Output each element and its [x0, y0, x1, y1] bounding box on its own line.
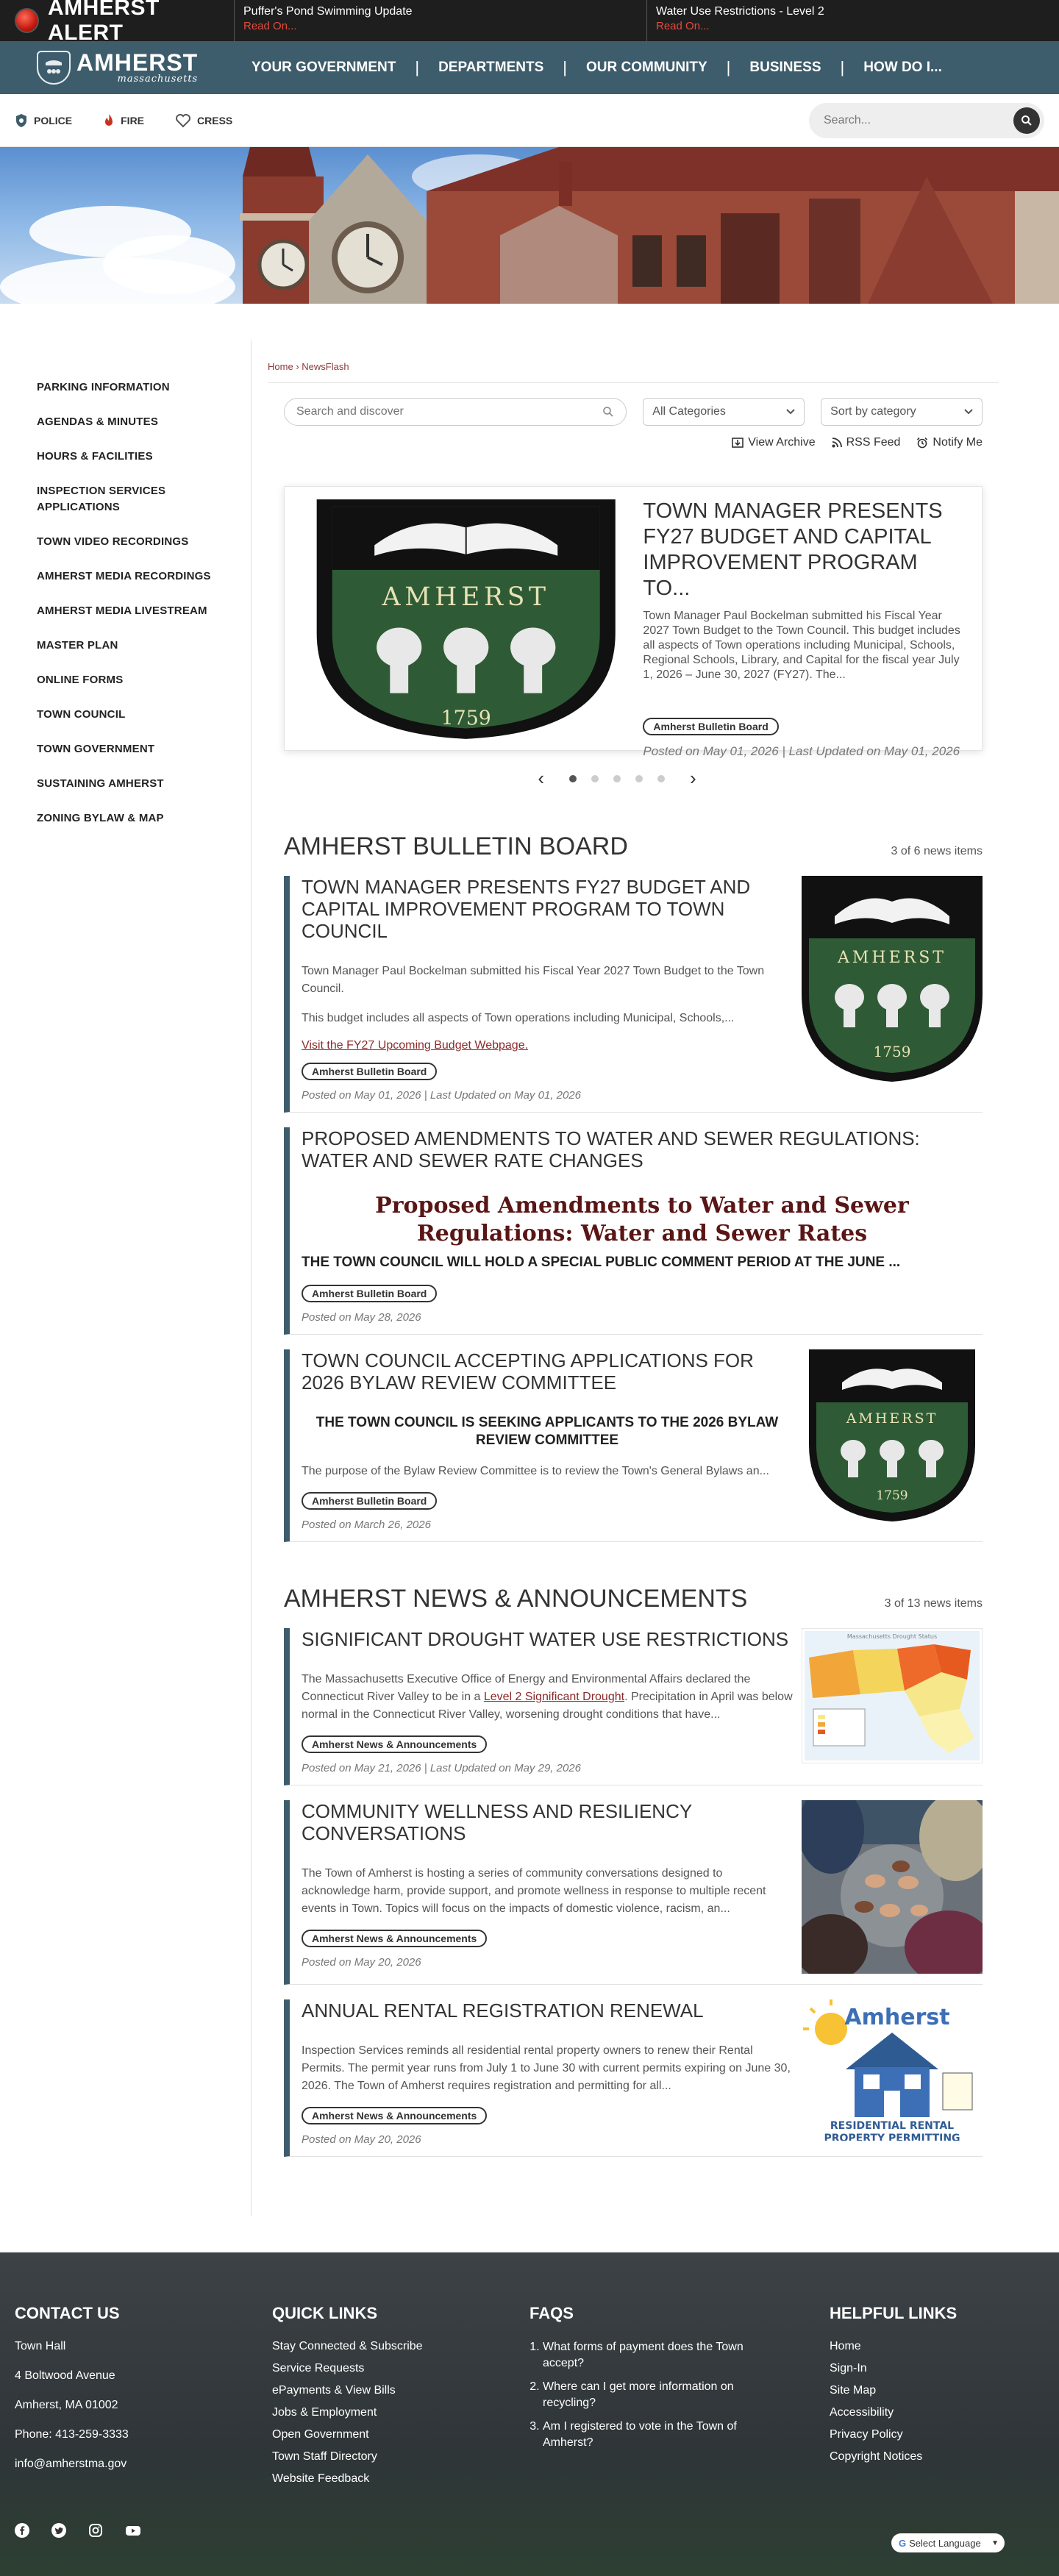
breadcrumb-home[interactable]: Home	[268, 361, 293, 372]
news-search	[284, 398, 627, 426]
news-item-headline: Proposed Amendments to Water and Sewer Regulations: Water and Sewer Rates	[375, 1193, 909, 1246]
nav-our-community[interactable]: OUR COMMUNITY	[586, 60, 707, 75]
alert-bar	[0, 0, 1059, 45]
alert-brand[interactable]	[0, 0, 234, 45]
instagram-icon[interactable]	[88, 2523, 103, 2538]
category-select-value: All Categories	[652, 405, 726, 418]
social-links	[15, 2523, 163, 2538]
carousel-controls	[235, 767, 999, 790]
contact-line: Town Hall	[15, 2340, 66, 2352]
amherst-seal-image	[802, 876, 983, 1082]
drought-level-link[interactable]: Level 2 Significant Drought	[483, 1691, 625, 1703]
category-tag[interactable]: Amherst News & Announcements	[302, 1735, 487, 1753]
quick-police-label: POLICE	[34, 114, 73, 126]
category-tag[interactable]: Amherst News & Announcements	[302, 2107, 487, 2124]
language-select-label: Select Language	[909, 2537, 981, 2549]
rss-icon	[832, 438, 842, 448]
rental-image-caption: PROPERTY PERMITTING	[824, 2133, 960, 2141]
news-item	[284, 1127, 983, 1335]
footer-link[interactable]: Open Government	[272, 2428, 369, 2441]
drought-map-title: Massachusetts Drought Status	[846, 1633, 938, 1640]
news-item-text	[302, 1671, 793, 1724]
notify-me-link[interactable]	[916, 436, 983, 449]
drought-map-image	[802, 1628, 983, 1763]
category-tag[interactable]: Amherst Bulletin Board	[302, 1285, 437, 1302]
nav-business[interactable]: BUSINESS	[749, 60, 821, 75]
view-archive-link[interactable]	[732, 436, 815, 449]
footer-column-title: QUICK LINKS	[272, 2304, 377, 2322]
main-nav	[0, 41, 1059, 94]
featured-posted-date: Posted on May 01, 2026 | Last Updated on May 01, 2026	[643, 744, 960, 758]
sidebar-nav	[0, 340, 252, 2216]
category-tag[interactable]: Amherst Bulletin Board	[643, 718, 778, 735]
hero-banner	[0, 147, 1059, 304]
logo-name: AMHERST	[76, 49, 199, 76]
quick-links-bar	[0, 94, 1059, 147]
sidebar-item-master-plan[interactable]: MASTER PLAN	[37, 639, 118, 652]
seal-name: AMHERST	[382, 582, 550, 612]
seal-year: 1759	[441, 707, 491, 730]
amherst-seal-image	[311, 494, 621, 744]
carousel-dot[interactable]	[591, 775, 599, 782]
search-icon[interactable]	[602, 406, 614, 418]
police-badge-icon	[15, 113, 28, 128]
footer-faqs	[530, 2304, 830, 2494]
news-item-text: The Town of Amherst is hosting a series of community conversations designed to acknowledge harm, provide support, and promote wellness in response to multiple recent events in Town. Topics will focus on the impacts of domestic violence, racism, an...	[302, 1867, 766, 1915]
section-count: 3 of 6 news items	[891, 845, 983, 857]
news-item-posted-date: Posted on May 21, 2026 | Last Updated on May 29, 2026	[302, 1762, 581, 1774]
seal-year: 1759	[876, 1488, 908, 1503]
community-hands-photo	[802, 1800, 983, 1974]
category-select[interactable]	[643, 398, 805, 426]
footer-quick-links	[272, 2304, 530, 2494]
text-part: The Massachusetts Executive Office of Energy and Environmental Affairs declared the Connecticut River Valley to be in a	[302, 1673, 751, 1703]
rental-permitting-image	[802, 1999, 983, 2141]
news-announcements-header	[284, 1585, 983, 1613]
nav-your-government[interactable]: YOUR GOVERNMENT	[252, 60, 396, 75]
seal-name: AMHERST	[838, 949, 946, 967]
text-part: . Precipitation in April was below normal in the Connecticut River Valley, worsening drought conditions that have...	[302, 1691, 793, 1721]
facebook-icon[interactable]	[15, 2523, 29, 2538]
footer-link[interactable]: Privacy Policy	[830, 2428, 903, 2441]
footer-column-title: CONTACT US	[15, 2304, 120, 2322]
seal-name: AMHERST	[846, 1410, 938, 1427]
sidebar-item-livestream[interactable]: AMHERST MEDIA LIVESTREAM	[37, 604, 207, 617]
rental-image-word: Amherst	[844, 2005, 950, 2030]
chevron-down-icon	[786, 409, 795, 415]
section-count: 3 of 13 news items	[884, 1597, 983, 1610]
footer-link[interactable]: ePayments & View Bills	[272, 2384, 396, 2397]
breadcrumb-sep: ›	[296, 361, 299, 372]
flame-icon	[103, 113, 115, 128]
sidebar-item-sustaining[interactable]: SUSTAINING AMHERST	[37, 777, 164, 790]
section-title: AMHERST BULLETIN BOARD	[284, 832, 628, 860]
nav-departments[interactable]: DEPARTMENTS	[438, 60, 544, 75]
news-item-title[interactable]: SIGNIFICANT DROUGHT WATER USE RESTRICTIONS	[302, 1628, 789, 1650]
faq-link[interactable]: 3. Am I registered to vote in the Town of Amherst?	[543, 2419, 772, 2451]
quick-police[interactable]	[15, 113, 72, 128]
contact-line: Amherst, MA 01002	[15, 2399, 118, 2411]
carousel-dot[interactable]	[569, 775, 577, 782]
sort-select-value: Sort by category	[830, 405, 916, 418]
footer-link[interactable]: Accessibility	[830, 2406, 894, 2419]
filters	[268, 398, 999, 426]
news-item	[284, 1999, 983, 2157]
quick-fire[interactable]	[103, 113, 144, 128]
rental-image-caption: RESIDENTIAL RENTAL	[830, 2120, 955, 2132]
news-item-title[interactable]: PROPOSED AMENDMENTS TO WATER AND SEWER REGULATIONS: WATER AND SEWER RATE CHANGES	[302, 1127, 920, 1171]
quick-cress-label: CRESS	[197, 114, 233, 126]
alert-title: AMHERST ALERT	[47, 0, 160, 45]
news-item	[284, 1628, 983, 1785]
alert-siren-icon	[15, 8, 39, 33]
footer-link[interactable]: Home	[830, 2340, 861, 2352]
budget-webpage-link[interactable]: Visit the FY27 Upcoming Budget Webpage.	[302, 1039, 529, 1052]
footer-helpful-links	[830, 2304, 957, 2494]
sidebar-item-parking[interactable]: PARKING INFORMATION	[37, 381, 170, 393]
site-footer	[0, 2252, 1059, 2576]
news-item-title[interactable]: ANNUAL RENTAL REGISTRATION RENEWAL	[302, 1999, 704, 2022]
nav-separator: |	[415, 58, 420, 76]
alert-item-pond[interactable]	[234, 0, 646, 41]
news-item-posted-date: Posted on May 28, 2026	[302, 1311, 421, 1324]
site-search	[809, 103, 1044, 138]
carousel-dot[interactable]	[657, 775, 665, 782]
news-item-title[interactable]: TOWN COUNCIL ACCEPTING APPLICATIONS FOR 2026 BYLAW REVIEW COMMITTEE	[302, 1349, 754, 1394]
alert-read-on-link[interactable]: Read On...	[243, 20, 297, 32]
news-item-title[interactable]: COMMUNITY WELLNESS AND RESILIENCY CONVERSATIONS	[302, 1800, 692, 1844]
news-item-text: Inspection Services reminds all residential rental property owners to renew their Rental Permits. The permit year runs from July 1 to June 30 with current permits expiring on June 30, 2026. The Town of Amherst requires registration and permitting for all...	[302, 2044, 791, 2092]
footer-link[interactable]: Stay Connected & Subscribe	[272, 2340, 423, 2352]
news-item	[284, 1800, 983, 1985]
twitter-icon[interactable]	[51, 2523, 66, 2538]
featured-news-card[interactable]	[284, 486, 983, 758]
category-tag[interactable]: Amherst News & Announcements	[302, 1930, 487, 1947]
sidebar-item-hours[interactable]: HOURS & FACILITIES	[37, 450, 153, 463]
chevron-down-icon	[964, 409, 973, 415]
translate-icon: G	[899, 2537, 907, 2549]
news-item-subheadline: THE TOWN COUNCIL IS SEEKING APPLICANTS TO THE 2026 BYLAW REVIEW COMMITTEE	[315, 1415, 779, 1448]
bulletin-board-header	[284, 832, 983, 861]
news-item-posted-date: Posted on May 01, 2026 | Last Updated on May 01, 2026	[302, 1089, 581, 1102]
archive-icon	[732, 437, 744, 449]
contact-line: 4 Boltwood Avenue	[15, 2369, 115, 2382]
footer-column-title: FAQS	[530, 2304, 574, 2322]
footer-link[interactable]: Copyright Notices	[830, 2450, 923, 2463]
main-content	[252, 340, 1021, 2216]
quick-fire-label: FIRE	[121, 114, 145, 126]
category-tag[interactable]: Amherst Bulletin Board	[302, 1063, 437, 1080]
breadcrumb	[268, 361, 999, 383]
rss-feed-link[interactable]	[832, 436, 901, 449]
rss-feed-label: RSS Feed	[846, 436, 901, 449]
quick-cress[interactable]	[175, 113, 232, 128]
town-hall-image	[0, 147, 1059, 304]
faq-link[interactable]: 1. What forms of payment does the Town accept?	[543, 2339, 772, 2372]
featured-title[interactable]: TOWN MANAGER PRESENTS FY27 BUDGET AND CAPITAL IMPROVEMENT PROGRAM TO...	[643, 499, 943, 600]
language-select[interactable]	[891, 2533, 1005, 2552]
chevron-right-icon[interactable]: ›	[690, 767, 696, 789]
news-tools	[268, 436, 999, 449]
news-item	[284, 876, 983, 1113]
news-item	[284, 1349, 983, 1542]
amherst-seal-image	[802, 1349, 983, 1521]
alert-item-title: Water Use Restrictions - Level 2	[656, 5, 824, 18]
news-item-title[interactable]: TOWN MANAGER PRESENTS FY27 BUDGET AND CAPITAL IMPROVEMENT PROGRAM TO TOWN COUNCIL	[302, 876, 751, 942]
chevron-down-icon: ▼	[991, 2538, 999, 2547]
footer-contact	[15, 2304, 272, 2494]
sidebar-item-inspection[interactable]: INSPECTION SERVICES APPLICATIONS	[37, 485, 166, 513]
carousel-dot[interactable]	[635, 775, 643, 782]
news-search-input[interactable]	[296, 405, 602, 418]
sidebar-item-online-forms[interactable]: ONLINE FORMS	[37, 674, 124, 686]
section-title: AMHERST NEWS & ANNOUNCEMENTS	[284, 1585, 748, 1613]
contact-phone[interactable]: Phone: 413-259-3333	[15, 2428, 129, 2441]
category-tag[interactable]: Amherst Bulletin Board	[302, 1492, 437, 1510]
news-item-posted-date: Posted on May 20, 2026	[302, 1956, 421, 1969]
sidebar-item-town-council[interactable]: TOWN COUNCIL	[37, 708, 126, 721]
youtube-icon[interactable]	[125, 2523, 141, 2538]
sidebar-item-town-government[interactable]: TOWN GOVERNMENT	[37, 743, 155, 755]
breadcrumb-current[interactable]: NewsFlash	[302, 361, 349, 372]
nav-separator: |	[563, 58, 568, 76]
faq-link[interactable]: 2. Where can I get more information on recycling?	[543, 2379, 772, 2411]
featured-summary: Town Manager Paul Bockelman submitted his Fiscal Year 2027 Town Budget to the Town Council. This budget includes all aspects of Town operations including Municipal, Schools, Regional Schools, Library, and Capital for the fiscal year July 1, 2026 – June 30, 2027 (FY27). The...	[643, 610, 960, 681]
footer-link[interactable]: Website Feedback	[272, 2472, 370, 2485]
notify-me-label: Notify Me	[933, 436, 983, 449]
sidebar-item-media-recordings[interactable]: AMHERST MEDIA RECORDINGS	[37, 570, 211, 582]
footer-link[interactable]: Jobs & Employment	[272, 2406, 377, 2419]
alert-read-on-link[interactable]: Read On...	[656, 20, 710, 32]
search-icon[interactable]	[1013, 107, 1040, 134]
alert-item-title: Puffer's Pond Swimming Update	[243, 5, 413, 18]
nav-how-do-i[interactable]: HOW DO I...	[863, 60, 942, 75]
carousel-dot[interactable]	[613, 775, 621, 782]
footer-column-title: HELPFUL LINKS	[830, 2304, 958, 2322]
footer-link[interactable]: Sign-In	[830, 2362, 867, 2375]
seal-icon	[37, 51, 71, 85]
nav-separator: |	[726, 58, 731, 76]
contact-email[interactable]: info@amherstma.gov	[15, 2458, 127, 2470]
sidebar-item-town-video[interactable]: TOWN VIDEO RECORDINGS	[37, 535, 189, 548]
footer-link[interactable]: Service Requests	[272, 2362, 365, 2375]
heart-hands-icon	[175, 113, 191, 128]
seal-year: 1759	[873, 1043, 911, 1060]
alarm-clock-icon	[916, 437, 928, 449]
news-item-text: Town Manager Paul Bockelman submitted his Fiscal Year 2027 Town Budget to the Town Council.	[302, 965, 765, 995]
news-item-posted-date: Posted on March 26, 2026	[302, 1519, 431, 1531]
news-item-text: This budget includes all aspects of Town operations including Municipal, Schools,...	[302, 1012, 735, 1024]
chevron-left-icon[interactable]: ‹	[538, 767, 544, 789]
site-logo[interactable]	[0, 51, 232, 85]
site-search-input[interactable]	[824, 114, 1013, 127]
logo-sub: massachusetts	[117, 73, 199, 85]
sidebar-item-zoning[interactable]: ZONING BYLAW & MAP	[37, 812, 164, 824]
news-item-subheadline: THE TOWN COUNCIL WILL HOLD A SPECIAL PUBLIC COMMENT PERIOD AT THE JUNE ...	[302, 1255, 901, 1270]
view-archive-label: View Archive	[748, 436, 816, 449]
nav-separator: |	[840, 58, 845, 76]
footer-link[interactable]: Town Staff Directory	[272, 2450, 377, 2463]
sidebar-item-agendas[interactable]: AGENDAS & MINUTES	[37, 415, 159, 428]
alert-item-water[interactable]	[646, 0, 1059, 41]
news-item-text: The purpose of the Bylaw Review Committee is to review the Town's General Bylaws an...	[302, 1465, 769, 1477]
footer-link[interactable]: Site Map	[830, 2384, 877, 2397]
sort-select[interactable]	[821, 398, 983, 426]
news-item-posted-date: Posted on May 20, 2026	[302, 2133, 421, 2146]
